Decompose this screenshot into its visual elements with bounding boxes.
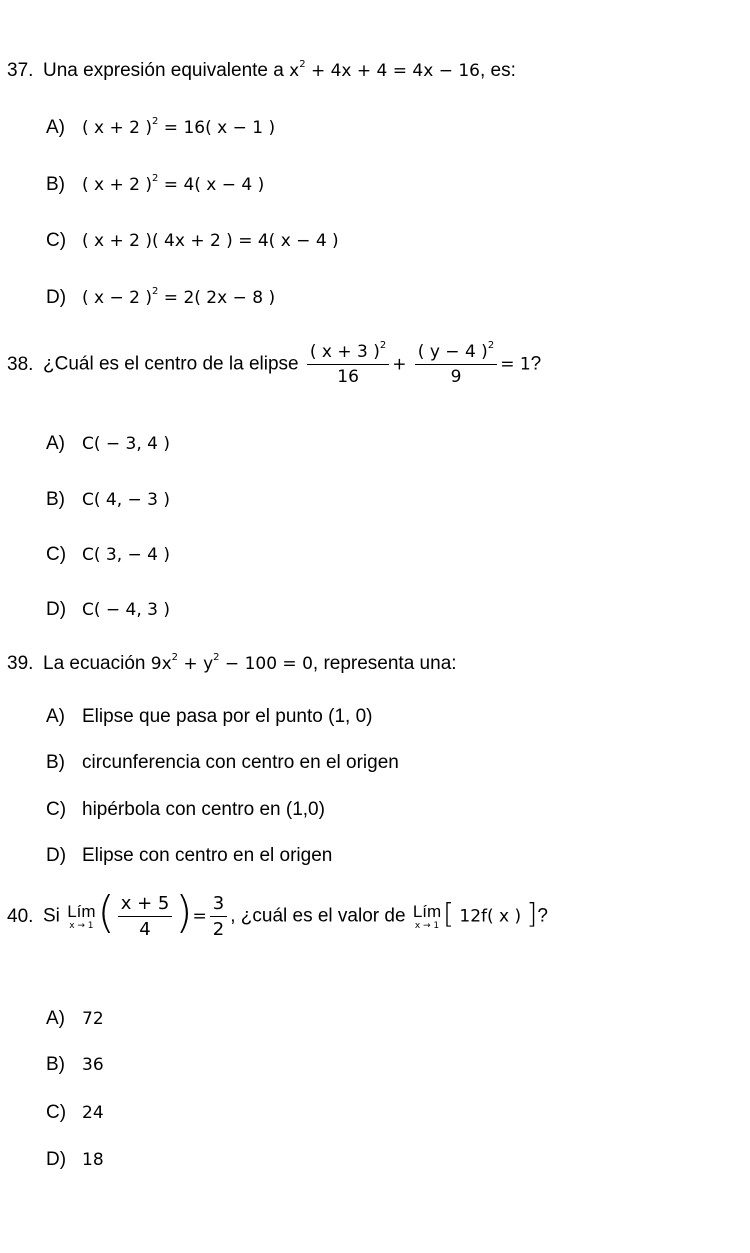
fraction-y: $\frac{( y - 4 )^2}{9}$ (415, 342, 497, 387)
question-number: 39. (7, 653, 34, 674)
left-bracket-icon: [ (443, 897, 455, 930)
option-39-d[interactable]: D) Elipse con centro en el origen (46, 845, 333, 866)
fraction: $\frac{x + 5}{4}$ (118, 893, 173, 940)
equation: $9x^2 + y^2 - 100 = 0$ (150, 652, 313, 674)
fraction-result: $\frac{3}{2}$ (210, 893, 227, 940)
equation: $x^2 + 4x + 4 = 4x - 16$ (289, 59, 480, 81)
question-text: ¿Cuál es el centro de la elipse (43, 353, 299, 375)
option-40-a[interactable]: A) 72 (46, 1008, 104, 1029)
option-37-d[interactable]: D) ( x − 2 )$^2$ = 2( 2x − 8 ) (46, 286, 276, 308)
limit-operator: Lím x → 1 (412, 901, 442, 931)
right-paren-icon: ) (175, 886, 193, 938)
limit-operator: Lím x → 1 (67, 901, 96, 931)
option-40-d[interactable]: D) 18 (46, 1149, 104, 1170)
question-text: La ecuación (43, 653, 146, 674)
question-38: 38. ¿Cuál es el centro de la elipse $\frac{( x + 3 )^2}{16}$ + $\frac{( y - 4 )^2}{9}$ = 1? (7, 340, 542, 387)
question-number: 38. (7, 353, 34, 375)
option-38-c[interactable]: C) C( 3, − 4 ) (46, 544, 171, 565)
option-37-b[interactable]: B) ( x + 2 )$^2$ = 4( x − 4 ) (46, 173, 265, 195)
option-37-a[interactable]: A) ( x + 2 )$^2$ = 16( x − 1 ) (46, 116, 276, 138)
option-39-c[interactable]: C) hipérbola con centro en (1,0) (46, 799, 325, 820)
question-number: 37. (7, 60, 34, 81)
left-paren-icon: ( (97, 886, 115, 938)
option-38-d[interactable]: D) C( − 4, 3 ) (46, 599, 171, 620)
option-37-c[interactable]: C) ( x + 2 )( 4x + 2 ) = 4( x − 4 ) (46, 230, 339, 251)
question-text: Una expresión equivalente a (43, 60, 284, 81)
option-39-a[interactable]: A) Elipse que pasa por el punto (1, 0) (46, 706, 373, 727)
option-38-a[interactable]: A) C( − 3, 4 ) (46, 433, 171, 454)
option-38-b[interactable]: B) C( 4, − 3 ) (46, 489, 171, 510)
question-40: 40. Si Lím x → 1 ( $\frac{x + 5}{4}$ )= $\frac{3}{2}$ , ¿cuál es el valor de Lím x → 1 [ 12f( x ) ]? (7, 886, 548, 940)
question-39: 39. La ecuación $9x^2 + y^2 - 100 = 0$, representa una: (7, 652, 457, 674)
option-40-b[interactable]: B) 36 (46, 1054, 104, 1075)
question-37: 37. Una expresión equivalente a $x^2 + 4x + 4 = 4x - 16$, es: (7, 59, 516, 81)
fraction-x: $\frac{( x + 3 )^2}{16}$ (307, 342, 389, 387)
option-40-c[interactable]: C) 24 (46, 1102, 104, 1123)
option-39-b[interactable]: B) circunferencia con centro en el origen (46, 752, 399, 773)
question-number: 40. (7, 905, 34, 927)
right-bracket-icon: ] (526, 897, 538, 930)
